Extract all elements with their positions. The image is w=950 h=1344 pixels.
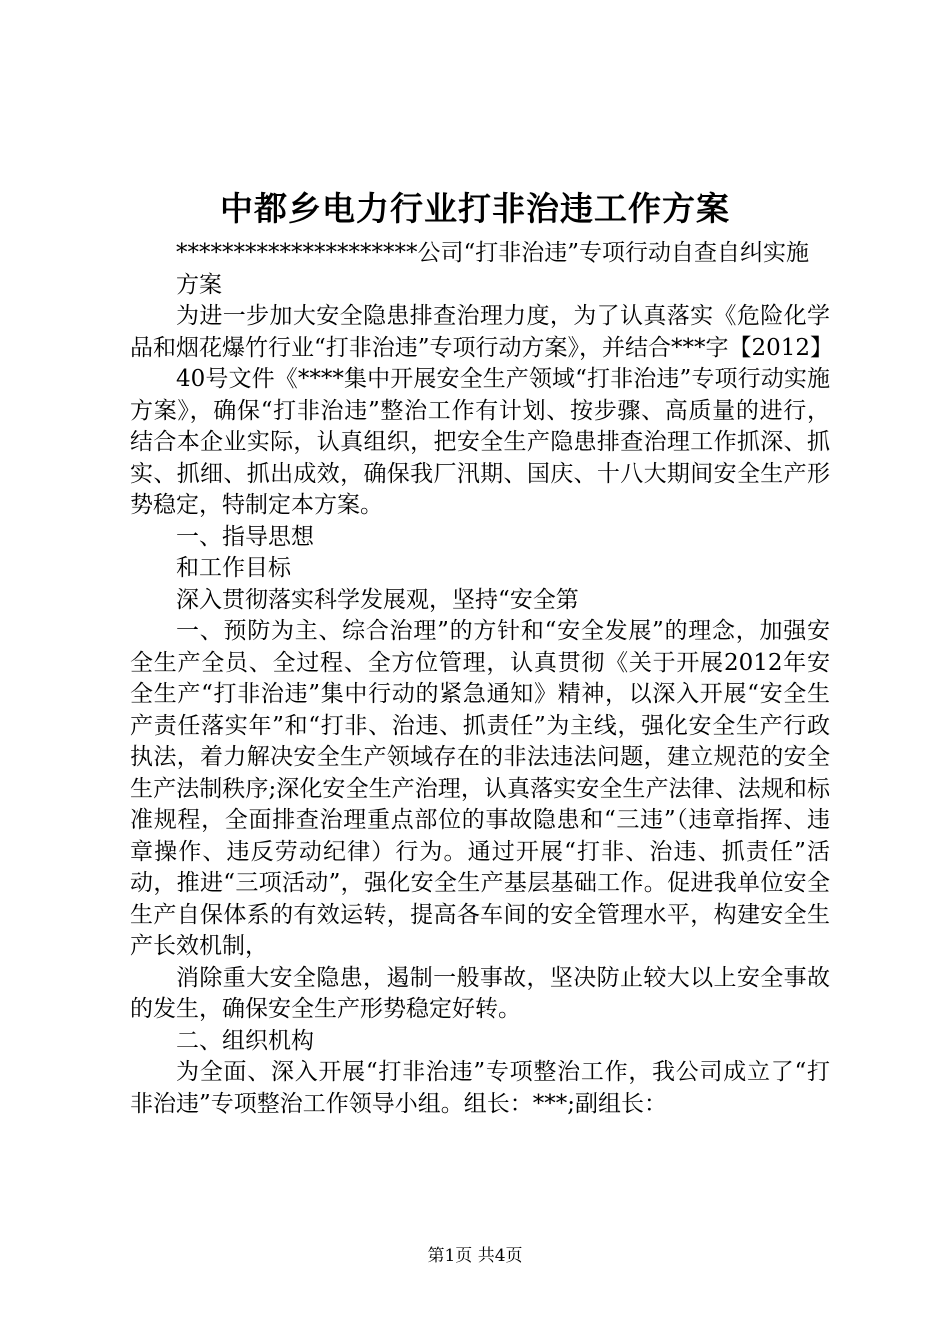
section-heading-1: 一、指导思想 <box>176 523 314 550</box>
paragraph-2: 方案 <box>176 271 222 298</box>
document-title: 中都乡电力行业打非治违工作方案 <box>220 189 730 228</box>
paragraph-4: 40号文件《****集中开展安全生产领域“打非治违”专项行动实施方案》，确保“打非治违”整治工作有计划、按步骤、高质量的进行，结合本企业实际，认真组织，把安全生产隐患排查治理工作抓深、抓实、抓细、抓出成效，确保我厂汛期、国庆、十八大期间安全生产形势稳定，特制定本方案。 <box>130 366 830 518</box>
paragraph-1: *********************公司“打非治违”专项行动自查自纠实施 <box>176 240 810 266</box>
paragraph-7: 深入贯彻落实科学发展观，坚持“安全第 <box>176 586 579 613</box>
paragraph-9: 消除重大安全隐患，遏制一般事故，坚决防止较大以上安全事故的发生，确保安全生产形势稳定好转。 <box>130 964 830 1022</box>
paragraph-8: 一、预防为主、综合治理”的方针和“安全发展”的理念，加强安全生产全员、全过程、全方位管理，认真贯彻《关于开展2012年安全生产“打非治违”集中行动的紧急通知》精神，以深入开展“安全生产责任落实年”和“打非、治违、抓责任”为主线，强化安全生产行政执法，着力解决安全生产领域存在的非法违法问题，建立规范的安全生产法制秩序;深化安全生产治理，认真落实安全生产法律、法规和标准规程，全面排查治理重点部位的事故隐患和“三违”（违章指挥、违章操作、违反劳动纪律）行为。通过开展“打非、治违、抓责任”活动，推进“三项活动”，强化安全生产基层基础工作。促进我单位安全生产自保体系的有效运转，提高各车间的安全管理水平，构建安全生产长效机制， <box>130 618 830 959</box>
section-heading-2: 二、组织机构 <box>176 1027 314 1054</box>
page-footer: 第1页 共4页 <box>427 1246 523 1266</box>
document-body <box>130 238 834 1120</box>
paragraph-11: 为全面、深入开展“打非治违”专项整治工作，我公司成立了“打非治违”专项整治工作领导小组。组长：***;副组长： <box>130 1059 830 1117</box>
paragraph-3: 为进一步加大安全隐患排查治理力度，为了认真落实《危险化学品和烟花爆竹行业“打非治违”专项行动方案》，并结合***字【2012】 <box>130 303 834 361</box>
paragraph-6: 和工作目标 <box>176 555 291 581</box>
